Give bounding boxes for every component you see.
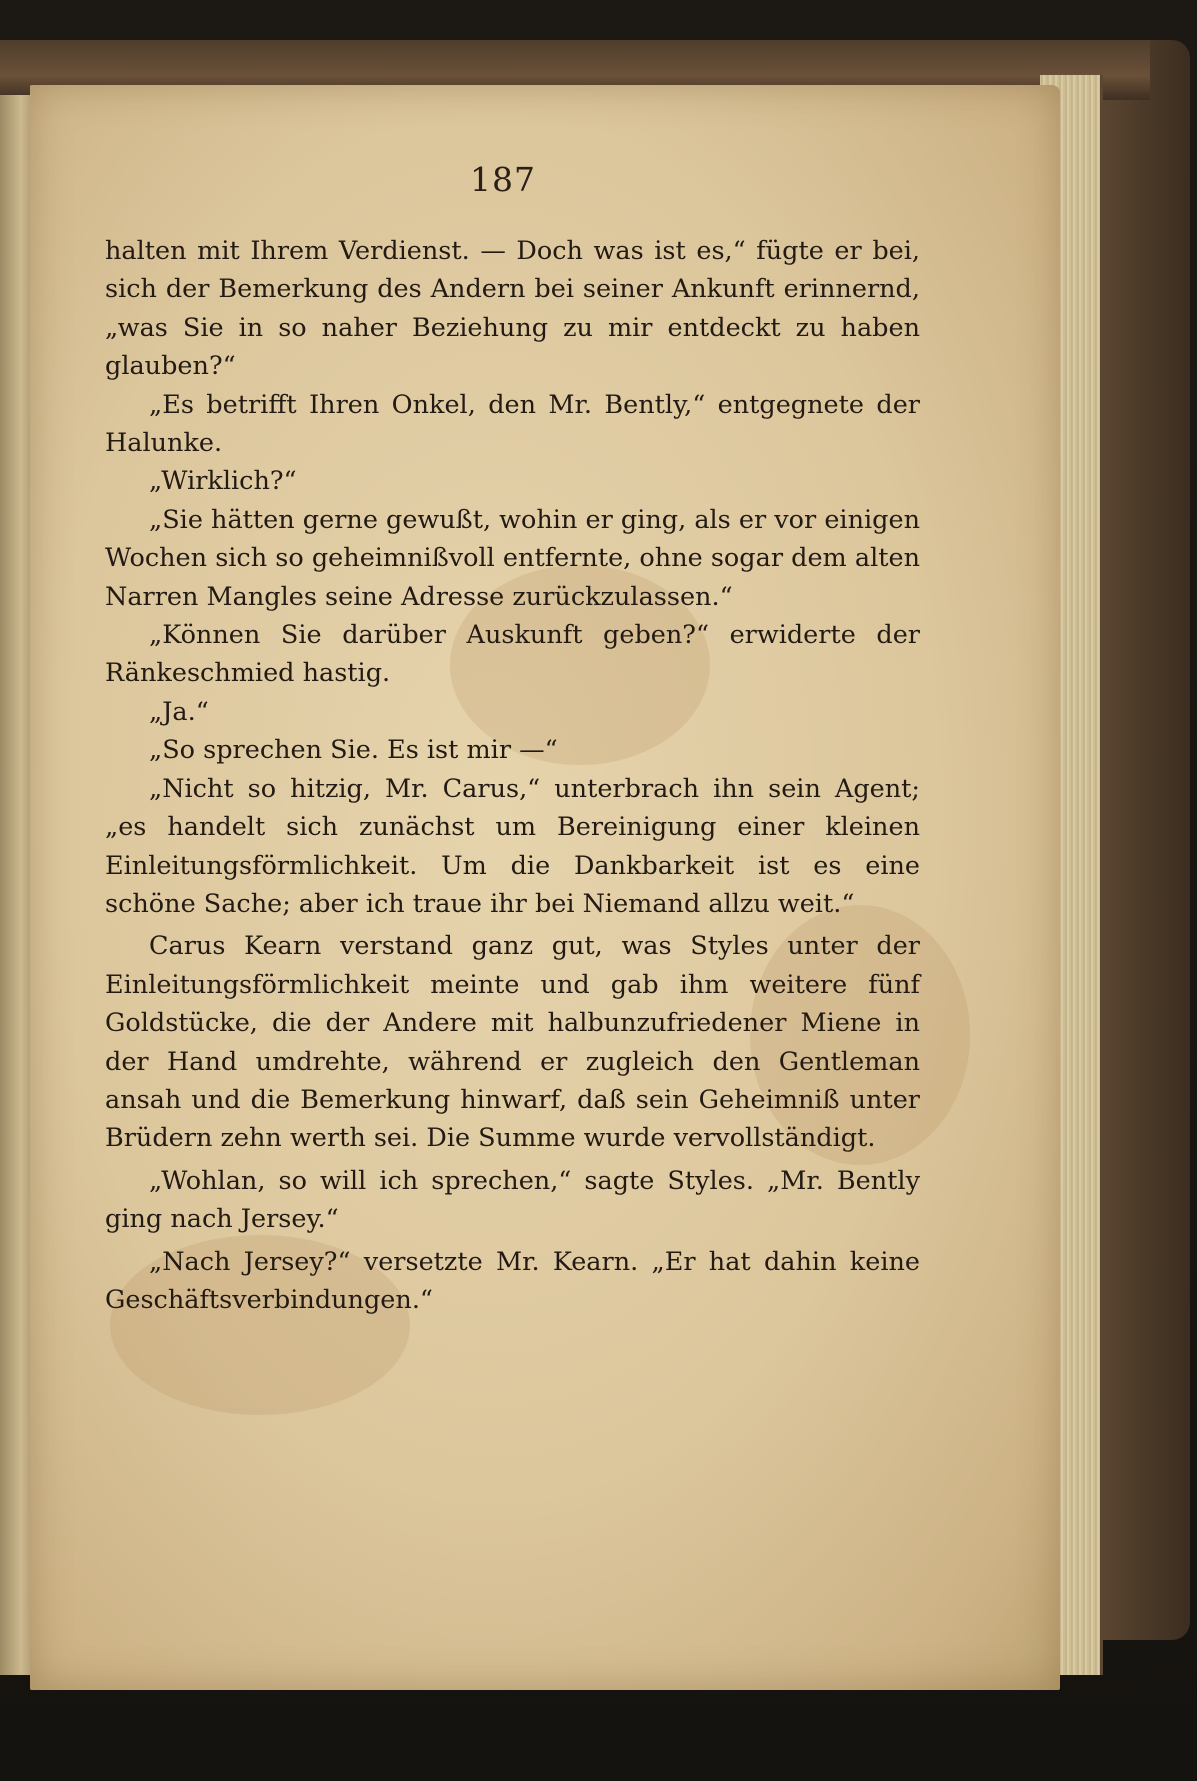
paragraph: halten mit Ihrem Verdienst. — Doch was ist es,“ fügte er bei, sich der Bemerkung des Andern bei seiner Ankunft erinnernd, „was Sie in so naher Beziehung zu mir entdeckt zu haben glauben?“ [105, 236, 920, 382]
page-text [105, 232, 920, 1319]
previous-page-edge [0, 95, 32, 1675]
paragraph: „Wirklich?“ [149, 466, 297, 497]
paragraph: Carus Kearn verstand ganz gut, was Styles unter der Einleitungsförmlichkeit meinte und gab ihm weitere fünf Goldstücke, die der Andere mit halbunzufriedener Miene in der Hand umdrehte, während er zugleich den Gentleman ansah und die Bemerkung hinwarf, daß sein Geheimniß unter Brüdern zehn werth sei. Die Summe wurde vervollständigt. [105, 931, 920, 1154]
page-number: 187 [470, 160, 536, 199]
paragraph: „Es betrifft Ihren Onkel, den Mr. Bently,“ entgegnete der Halunke. [105, 389, 920, 459]
paragraph: „Nicht so hitzig, Mr. Carus,“ unterbrach ihn sein Agent; „es handelt sich zunächst um Bereinigung einer kleinen Einleitungsförmlichkeit. Um die Dankbarkeit ist es eine schöne Sache; aber ich traue ihr bei Niemand allzu weit.“ [105, 773, 920, 919]
paragraph: „So sprechen Sie. Es ist mir —“ [149, 735, 558, 766]
paragraph: „Nach Jersey?“ versetzte Mr. Kearn. „Er hat dahin keine Geschäftsverbindungen.“ [105, 1246, 920, 1315]
paragraph: „Können Sie darüber Auskunft geben?“ erwiderte der Ränkeschmied hastig. [105, 620, 920, 689]
paragraph: „Sie hätten gerne gewußt, wohin er ging, als er vor einigen Wochen sich so geheimnißvoll entfernte, ohne sogar dem alten Narren Mangles seine Adresse zurückzulassen.“ [105, 504, 920, 612]
paragraph: „Wohlan, so will ich sprechen,“ sagte Styles. „Mr. Bently ging nach Jersey.“ [105, 1165, 920, 1235]
paragraph: „Ja.“ [149, 696, 209, 727]
